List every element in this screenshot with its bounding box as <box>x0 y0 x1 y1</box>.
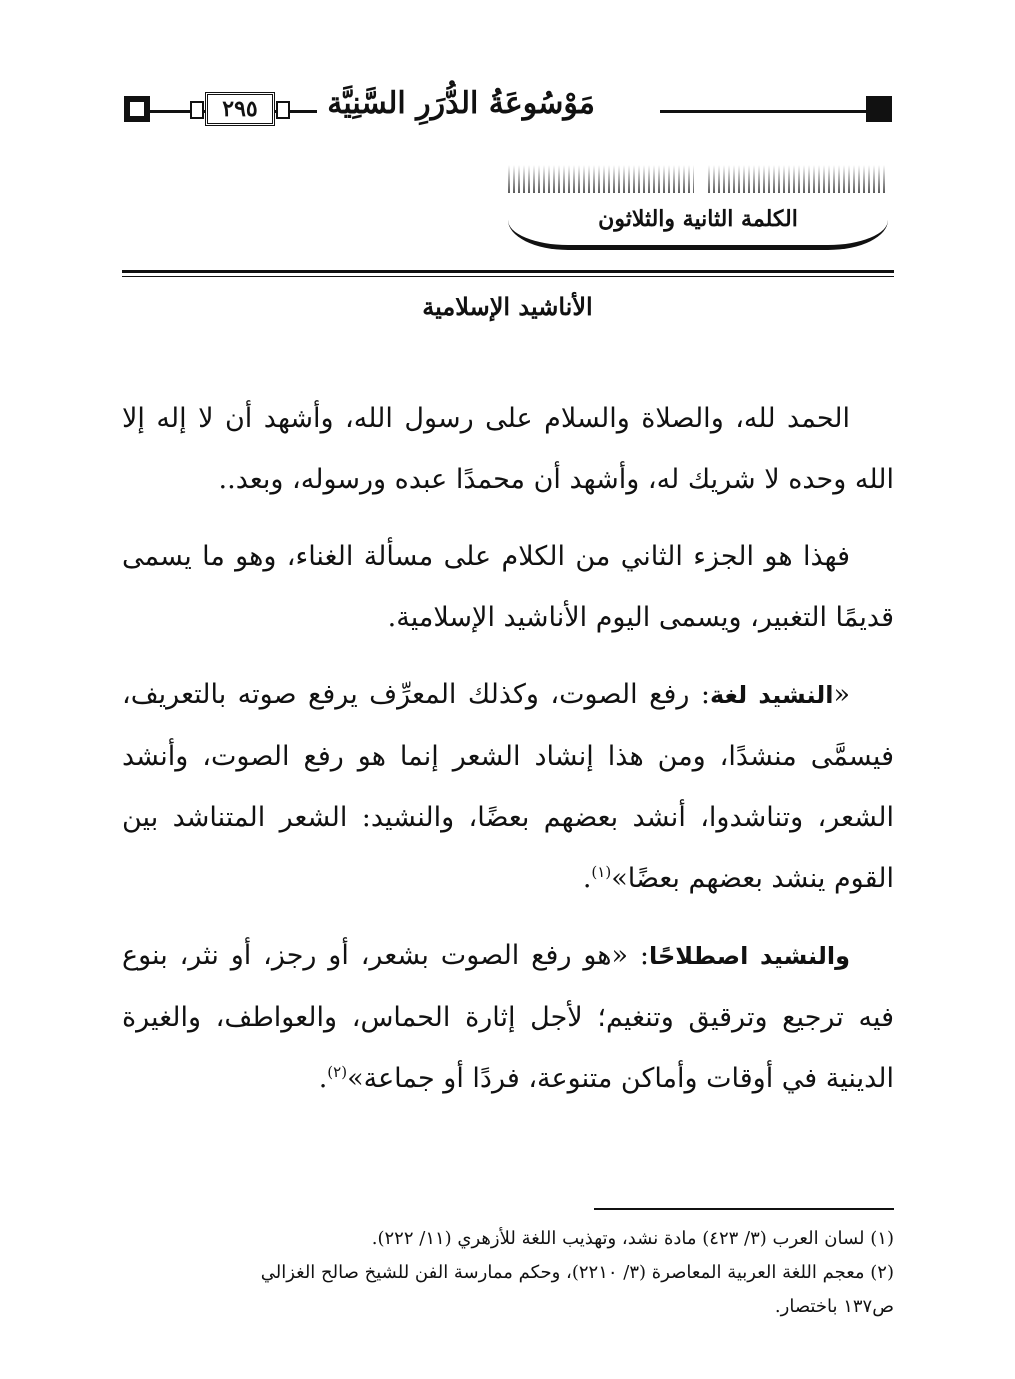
footnote-ref-2: (٢) <box>327 1063 348 1081</box>
title-rule-thick <box>122 270 894 273</box>
footnote-1: (١) لسان العرب (٣/ ٤٢٣) مادة نشد، وتهذيب اللغة للأزهري (١١/ ٢٢٢). <box>371 1228 894 1249</box>
footnote-separator <box>594 1208 894 1210</box>
title-rule-thin <box>122 276 894 277</box>
page-title: الأناشيد الإسلامية <box>422 292 593 321</box>
footnotes <box>122 1222 894 1324</box>
chapter-banner <box>508 165 888 250</box>
paragraph-topic: فهذا هو الجزء الثاني من الكلام على مسألة الغناء، وهو ما يسمى قديمًا التغبير، ويسمى اليوم الأناشيد الإسلامية. <box>122 541 894 633</box>
period: . <box>318 1063 328 1094</box>
paragraph-linguistic-definition <box>122 664 894 909</box>
footnote-2-continuation: ص١٣٧ باختصار. <box>774 1296 894 1317</box>
term-technical: والنشيد اصطلاحًا <box>649 942 850 970</box>
quote-open: « <box>833 679 851 710</box>
header-square-right <box>866 96 892 122</box>
footnote-2: (٢) معجم اللغة العربية المعاصرة (٣/ ٢٢١٠)، وحكم ممارسة الفن للشيخ صالح الغزالي <box>260 1262 894 1283</box>
page-number: ٢٩٥ <box>205 92 275 126</box>
definition-technical: : «هو رفع الصوت بشعر، أو رجز، أو نثر، بنوع فيه ترجيع وترقيق وتنغيم؛ لأجل إثارة الحماس، والعواطف، والغيرة الدينية في أوقات وأماكن متنوعة، فردًا أو جماعة» <box>122 940 894 1094</box>
header-square-left <box>124 96 150 122</box>
paragraph-technical-definition <box>122 925 894 1109</box>
series-title: مَوْسُوعَةُ الدُّرَرِ السَّنِيَّة <box>317 86 605 121</box>
term-linguistic: النشيد لغة <box>710 681 834 709</box>
chapter-label: الكلمة الثانية والثلاثون <box>598 206 798 232</box>
body-text <box>122 388 894 1125</box>
definition-linguistic: : رفع الصوت، وكذلك المعرِّف يرفع صوته بالتعريف، فيسمَّى منشدًا، ومن هذا إنشاد الشعر إنما هو رفع الصوت، وأنشد الشعر، وتناشدوا، أنشد بعضهم بعضًا، والنشيد: الشعر المتناشد بين القوم ينشد بعضهم بعضًا» <box>122 679 894 894</box>
paragraph-intro: الحمد لله، والصلاة والسلام على رسول الله، وأشهد أن لا إله إلا الله وحده لا شريك له، وأشهد أن محمدًا عبده ورسوله، وبعد.. <box>122 403 894 495</box>
footnote-ref-1: (١) <box>591 863 612 881</box>
header-rule-right <box>660 110 870 113</box>
period: . <box>582 863 592 894</box>
page-header <box>0 0 1015 321</box>
